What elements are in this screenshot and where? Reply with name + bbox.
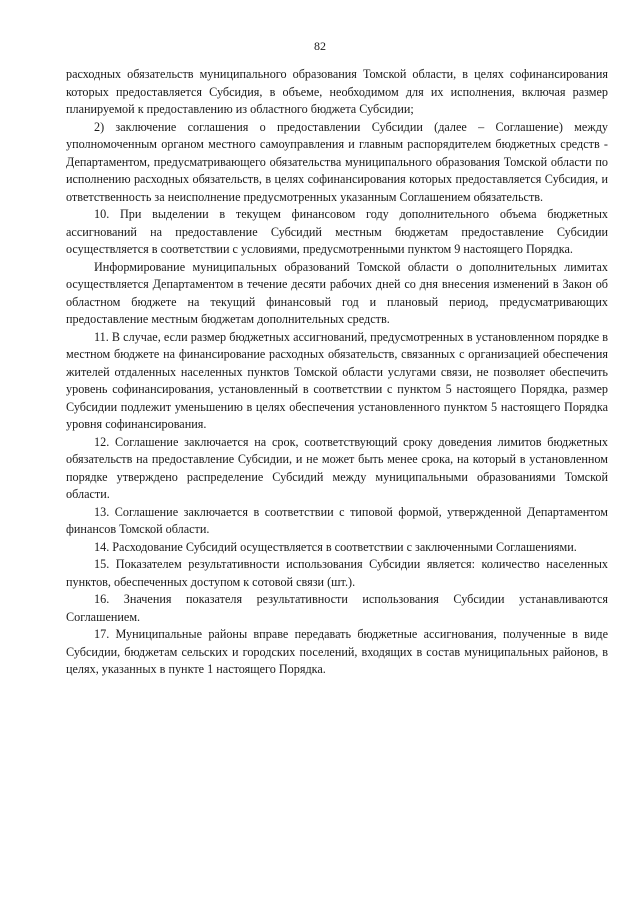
page-number: 82 — [314, 39, 326, 53]
paragraph-clause-12: 12. Соглашение заключается на срок, соответствующий сроку доведения лимитов бюджетных обязательств на предоставление Субсидии, и не может быть менее срока, на который в установленном порядке утверждено распределение Субсидий между муниципальными образованиями Томской области. — [66, 434, 608, 501]
document-body — [66, 66, 608, 679]
paragraph-clause-16: 16. Значения показателя результативности использования Субсидии устанавливаются Соглашением. — [66, 592, 608, 624]
paragraph-clause-11: 11. В случае, если размер бюджетных ассигнований, предусмотренных в установленном порядке в местном бюджете на финансирование расходных обязательств, связанных с организацией обеспечения жителей отдаленных населенных пунктов Томской области услугами связи, не позволяет обеспечить уровень софинансирования, установленный в соответствии с пунктом 5 настоящего Порядка, размер Субсидии подлежит уменьшению в целях обеспечения установленного пунктом 5 настоящего Порядка уровня софинансирования. — [66, 329, 608, 431]
paragraph-continuation: расходных обязательств муниципального образования Томской области, в целях софинансирования которых предоставляется Субсидия, в объеме, необходимом для их исполнения, включая размер планируемой к предоставлению из областного бюджета Субсидии; — [66, 67, 608, 116]
paragraph-clause-14: 14. Расходование Субсидий осуществляется в соответствии с заключенными Соглашениями. — [94, 539, 577, 554]
paragraph-clause-15: 15. Показателем результативности использования Субсидии является: количество населенных пунктов, обеспеченных доступом к сотовой связи (шт.). — [66, 557, 608, 589]
paragraph-clause-10: 10. При выделении в текущем финансовом году дополнительного объема бюджетных ассигнований на предоставление Субсидий местным бюджетам предоставление Субсидии осуществляется в соответствии с условиями, предусмотренными пунктом 9 настоящего Порядка. — [66, 207, 608, 256]
paragraph-informing: Информирование муниципальных образований Томской области о дополнительных лимитах осуществляется Департаментом в течение десяти рабочих дней со дня внесения изменений в Закон об областном бюджете на текущий финансовый год и плановый период, предусматривающих предоставление местным бюджетам дополнительных средств. — [66, 259, 608, 326]
paragraph-clause-17: 17. Муниципальные районы вправе передавать бюджетные ассигнования, полученные в виде Субсидии, бюджетам сельских и городских поселений, входящих в состав муниципальных районов, в целях, указанных в пункте 1 настоящего Порядка. — [66, 627, 608, 676]
paragraph-clause-13: 13. Соглашение заключается в соответствии с типовой формой, утвержденной Департаментом финансов Томской области. — [66, 504, 608, 536]
paragraph-item-2: 2) заключение соглашения о предоставлении Субсидии (далее – Соглашение) между уполномоченным органом местного самоуправления и главным распорядителем бюджетных средств - Департаментом, предусматривающего обязательства муниципального образования Томской области по исполнению расходных обязательств, в целях софинансирования которых предоставляется Субсидия, и ответственность за неисполнение предусмотренных указанным Соглашением обязательств. — [66, 119, 608, 204]
